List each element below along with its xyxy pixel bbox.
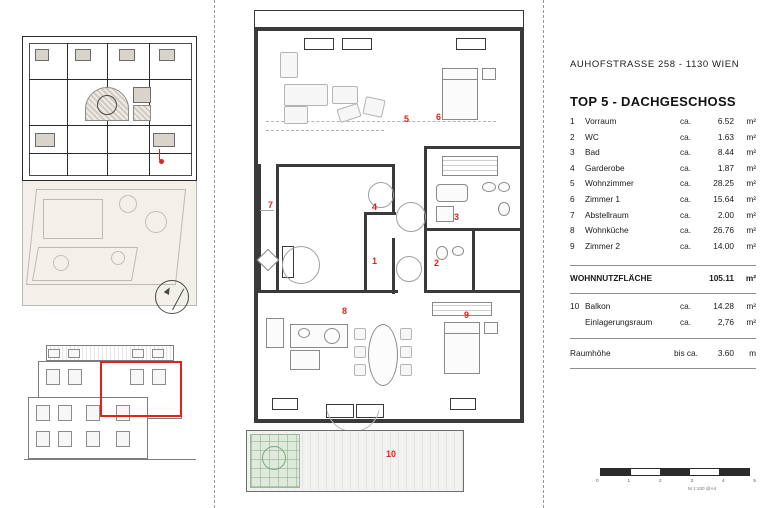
room-number: 9 bbox=[570, 240, 575, 251]
total-value: 105.11 bbox=[709, 273, 734, 283]
room-unit: m² bbox=[746, 240, 756, 251]
room-number-7: 7 bbox=[268, 200, 274, 210]
scale-segment bbox=[660, 469, 690, 475]
plan-wall bbox=[258, 290, 398, 293]
cabinet-furniture bbox=[280, 52, 298, 78]
room-number-2: 2 bbox=[434, 258, 440, 268]
divider-right bbox=[543, 0, 544, 508]
room-number: 6 bbox=[570, 193, 575, 204]
plan-roof-edge-top bbox=[254, 10, 524, 28]
room-number-5: 5 bbox=[404, 114, 410, 124]
elevation-ground-line bbox=[24, 459, 196, 460]
total-unit: m² bbox=[745, 273, 756, 283]
side-table-furniture bbox=[362, 96, 385, 118]
scale-tick: 5 bbox=[753, 478, 756, 483]
table-row bbox=[570, 301, 756, 317]
scale-tick: 3 bbox=[690, 478, 694, 483]
scale-note: M 1:100 @A4 bbox=[688, 486, 717, 491]
key-plan-room bbox=[119, 49, 135, 61]
room-name: WC bbox=[585, 131, 599, 142]
key-plan-wall bbox=[67, 43, 68, 176]
floor-plan bbox=[246, 6, 532, 498]
elevation-unit-highlight bbox=[100, 361, 182, 417]
room-number-3: 3 bbox=[454, 212, 460, 222]
room-number-1: 1 bbox=[372, 256, 378, 266]
height-label: Raumhöhe bbox=[570, 348, 611, 358]
elevation-window bbox=[36, 431, 50, 447]
plan-window bbox=[456, 38, 486, 50]
bathtub-fixture bbox=[436, 184, 468, 202]
room-name: Zimmer 2 bbox=[585, 240, 621, 251]
elevation-window bbox=[86, 405, 100, 421]
total-area-row bbox=[570, 273, 756, 283]
key-plan-room bbox=[35, 133, 55, 147]
cooktop-fixture bbox=[324, 328, 340, 344]
room-ca: ca. bbox=[680, 147, 692, 158]
table-row bbox=[570, 194, 756, 210]
room-area: 8.44 bbox=[717, 147, 734, 158]
plan-wall bbox=[276, 164, 279, 290]
scale-tick: 1 bbox=[627, 478, 631, 483]
room-name: Abstellraum bbox=[585, 209, 629, 220]
plan-window bbox=[304, 38, 334, 50]
extra-area: 14.28 bbox=[713, 301, 734, 311]
room-area: 1.63 bbox=[717, 131, 734, 142]
key-plan-room bbox=[75, 49, 91, 61]
plan-wall bbox=[392, 238, 395, 294]
left-column bbox=[0, 0, 214, 508]
dining-table bbox=[368, 324, 398, 386]
nightstand-furniture bbox=[482, 68, 496, 80]
elevation-window bbox=[68, 369, 82, 385]
extra-name: Balkon bbox=[585, 301, 611, 311]
room-ca: ca. bbox=[680, 131, 692, 142]
door-swing-arc bbox=[396, 202, 426, 232]
plan-wall bbox=[254, 28, 524, 31]
table-row bbox=[570, 241, 756, 257]
room-number: 8 bbox=[570, 225, 575, 236]
room-ca: ca. bbox=[680, 193, 692, 204]
chair-furniture bbox=[354, 328, 366, 340]
plan-window bbox=[272, 398, 298, 410]
elevation-window bbox=[68, 349, 80, 358]
room-name: Wohnküche bbox=[585, 225, 629, 236]
key-plan-wall bbox=[29, 153, 192, 154]
chair-furniture bbox=[400, 328, 412, 340]
room-name: Wohnzimmer bbox=[585, 178, 634, 189]
plan-ceiling-line bbox=[266, 130, 384, 131]
plan-wall bbox=[520, 31, 524, 423]
room-area: 26.76 bbox=[713, 225, 734, 236]
room-number-9: 9 bbox=[464, 310, 470, 320]
room-number: 5 bbox=[570, 178, 575, 189]
nightstand-furniture bbox=[484, 322, 498, 334]
plan-wall bbox=[258, 164, 261, 290]
table-row bbox=[570, 163, 756, 179]
room-unit: m² bbox=[746, 162, 756, 173]
key-plan-lift bbox=[133, 87, 151, 103]
sink-fixture bbox=[498, 182, 510, 192]
divider bbox=[570, 265, 756, 266]
table-row bbox=[570, 210, 756, 226]
extra-ca: ca. bbox=[680, 316, 692, 327]
plan-wall bbox=[424, 146, 520, 149]
scale-tick: 4 bbox=[721, 478, 725, 483]
room-ca: ca. bbox=[680, 162, 692, 173]
elevation-window bbox=[46, 369, 60, 385]
chair-furniture bbox=[400, 346, 412, 358]
room-area: 14.00 bbox=[713, 240, 734, 251]
armchair-furniture bbox=[284, 106, 308, 124]
shower-fixture bbox=[436, 206, 454, 222]
room-number: 1 bbox=[570, 116, 575, 126]
key-plan-stair-circle bbox=[97, 95, 117, 115]
room-number: 4 bbox=[570, 162, 575, 173]
room-number: 2 bbox=[570, 131, 575, 142]
building-elevation bbox=[24, 335, 196, 471]
room-name: Zimmer 1 bbox=[585, 193, 621, 204]
room-area: 2.00 bbox=[717, 209, 734, 220]
scale-tick: 0 bbox=[596, 478, 599, 483]
wardrobe-furniture bbox=[442, 156, 498, 176]
divider bbox=[570, 368, 756, 369]
elevation-window bbox=[86, 431, 100, 447]
extra-unit: m² bbox=[746, 316, 756, 327]
plan-wall bbox=[424, 290, 520, 293]
table-furniture bbox=[332, 86, 358, 104]
garden-area bbox=[43, 199, 103, 239]
elevation-window bbox=[36, 405, 50, 421]
extras-table bbox=[570, 301, 756, 332]
room-unit: m² bbox=[746, 193, 756, 204]
table-row bbox=[570, 132, 756, 148]
divider bbox=[570, 293, 756, 294]
room-unit: m² bbox=[746, 131, 756, 142]
legend-panel bbox=[570, 0, 770, 508]
key-plan-wall bbox=[29, 125, 192, 126]
room-number-6: 6 bbox=[436, 112, 442, 122]
chair-furniture bbox=[354, 346, 366, 358]
room-ca: ca. bbox=[680, 240, 692, 251]
tree-icon bbox=[145, 211, 167, 233]
plan-wall bbox=[364, 212, 396, 215]
door-swing-arc bbox=[396, 256, 422, 282]
fridge-furniture bbox=[266, 318, 284, 348]
room-name: Bad bbox=[585, 147, 600, 158]
tree-icon bbox=[119, 195, 137, 213]
toilet-fixture bbox=[498, 202, 510, 216]
elevation-window bbox=[152, 349, 164, 358]
plan-wall bbox=[276, 164, 394, 167]
room-number-8: 8 bbox=[342, 306, 348, 316]
table-row bbox=[570, 147, 756, 163]
scale-segment bbox=[719, 469, 749, 475]
plan-wall bbox=[472, 228, 475, 290]
room-schedule-table bbox=[570, 116, 756, 256]
scale-bar bbox=[600, 468, 750, 476]
table-row bbox=[570, 178, 756, 194]
scale-segment bbox=[690, 469, 720, 475]
page-title: TOP 5 - DACHGESCHOSS bbox=[570, 94, 736, 109]
room-area: 15.64 bbox=[713, 193, 734, 204]
room-area: 28.25 bbox=[713, 178, 734, 189]
scale-segment bbox=[601, 469, 631, 475]
table-row bbox=[570, 225, 756, 241]
room-name: Garderobe bbox=[585, 162, 625, 173]
room-unit: m² bbox=[746, 209, 756, 220]
key-plan-room bbox=[35, 49, 49, 61]
elevation-window bbox=[116, 431, 130, 447]
plan-window bbox=[450, 398, 476, 410]
door-swing-arc bbox=[282, 246, 320, 284]
selected-unit-leader bbox=[159, 149, 160, 160]
wardrobe-furniture bbox=[432, 302, 492, 316]
key-plan-room bbox=[153, 133, 175, 147]
tree-icon bbox=[262, 446, 286, 470]
extra-ca: ca. bbox=[680, 301, 692, 311]
room-unit: m² bbox=[746, 147, 756, 158]
plan-detail-line bbox=[260, 210, 274, 211]
elevation-window bbox=[48, 349, 60, 358]
scale-segment bbox=[631, 469, 661, 475]
extra-name: Einlagerungsraum bbox=[585, 316, 653, 327]
extra-number: 10 bbox=[570, 301, 580, 311]
north-arrow-icon bbox=[155, 280, 189, 314]
kitchen-island bbox=[290, 350, 320, 370]
extra-area: 2,76 bbox=[717, 316, 734, 327]
room-area: 1.87 bbox=[717, 162, 734, 173]
room-unit: m² bbox=[746, 225, 756, 236]
scale-tick: 2 bbox=[658, 478, 662, 483]
elevation-window bbox=[132, 349, 144, 358]
chair-furniture bbox=[400, 364, 412, 376]
table-row bbox=[570, 116, 756, 132]
divider-left bbox=[214, 0, 215, 508]
total-label: WOHNNUTZFLÄCHE bbox=[570, 273, 653, 283]
pillow-furniture bbox=[442, 68, 478, 80]
sofa-furniture bbox=[284, 84, 328, 106]
room-ca: ca. bbox=[680, 209, 692, 220]
height-ca: bis ca. bbox=[674, 348, 698, 358]
room-unit: m² bbox=[746, 178, 756, 189]
plan-window bbox=[342, 38, 372, 50]
key-plan-service-shaft bbox=[133, 105, 151, 121]
sink-fixture bbox=[452, 246, 464, 256]
key-plan-wall bbox=[29, 79, 192, 80]
room-number-10: 10 bbox=[386, 449, 397, 459]
room-height-row bbox=[570, 348, 756, 358]
divider bbox=[570, 338, 756, 339]
key-plan-room bbox=[159, 49, 175, 61]
room-number: 7 bbox=[570, 209, 575, 220]
room-area: 6.52 bbox=[717, 116, 734, 126]
tree-icon bbox=[53, 255, 69, 271]
elevation-window bbox=[58, 405, 72, 421]
sink-fixture bbox=[482, 182, 496, 192]
room-number-4: 4 bbox=[372, 202, 378, 212]
room-number: 3 bbox=[570, 147, 575, 158]
room-ca: ca. bbox=[680, 225, 692, 236]
extra-unit: m² bbox=[746, 301, 756, 311]
project-address: AUHOFSTRASSE 258 - 1130 WIEN bbox=[570, 59, 740, 70]
key-plan-building-outline bbox=[22, 36, 197, 181]
tree-icon bbox=[111, 251, 125, 265]
table-row bbox=[570, 317, 756, 333]
room-name: Vorraum bbox=[585, 116, 617, 126]
pillow-furniture bbox=[444, 322, 480, 334]
room-ca: ca. bbox=[680, 116, 692, 126]
room-unit: m² bbox=[746, 116, 756, 126]
scale-tick-labels bbox=[596, 478, 756, 483]
site-key-plan bbox=[22, 36, 197, 311]
elevation-window bbox=[58, 431, 72, 447]
plan-wall bbox=[364, 212, 367, 290]
height-unit: m bbox=[749, 348, 756, 358]
room-ca: ca. bbox=[680, 178, 692, 189]
chair-furniture bbox=[354, 364, 366, 376]
plan-wall bbox=[254, 419, 524, 423]
sink-fixture bbox=[298, 328, 310, 338]
height-value: 3.60 bbox=[717, 348, 734, 358]
